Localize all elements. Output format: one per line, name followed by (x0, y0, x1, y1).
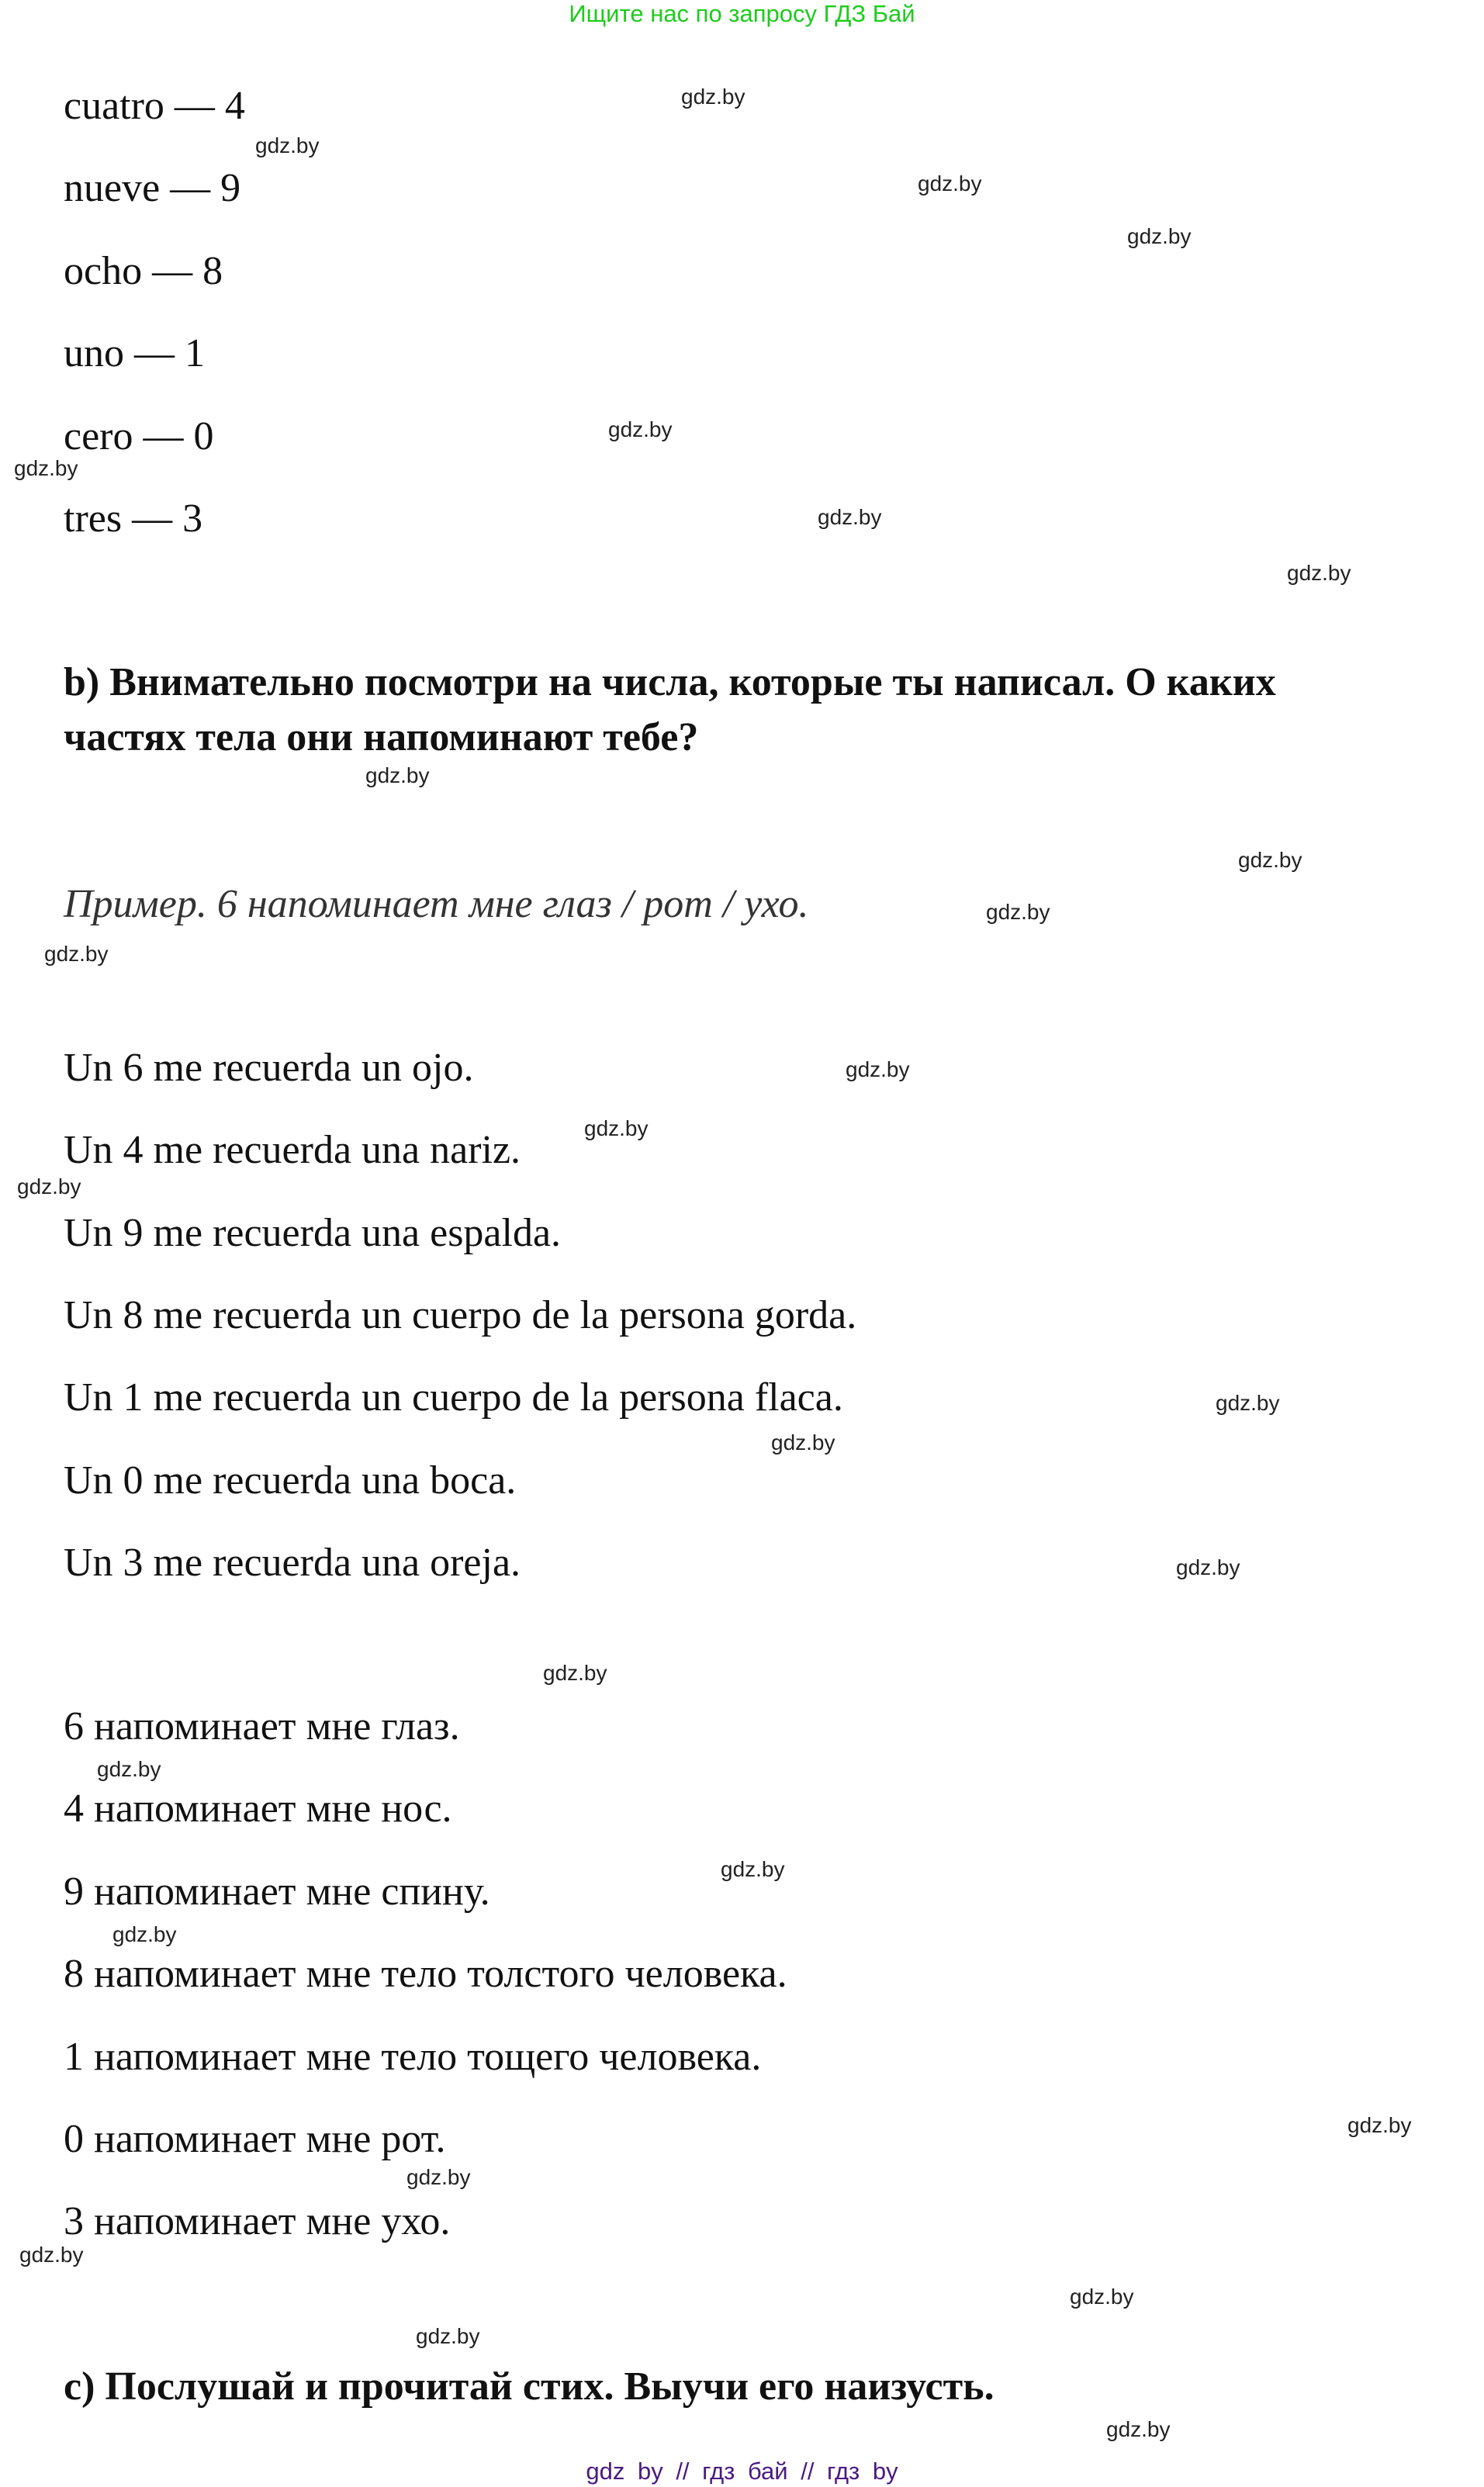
spanish-answer: Un 3 me recuerda una oreja. (64, 1541, 521, 1585)
watermark: gdz.by (1176, 1555, 1240, 1579)
spanish-answer: Un 4 me recuerda una nariz. (64, 1128, 521, 1172)
watermark: gdz.by (97, 1757, 161, 1781)
watermark: gdz.by (1127, 224, 1192, 248)
watermark: gdz.by (1238, 848, 1302, 872)
spanish-answer: Un 6 me recuerda un ojo. (64, 1046, 474, 1090)
watermark: gdz.by (1287, 561, 1351, 585)
number-line: ocho — 8 (64, 249, 223, 293)
watermark: gdz.by (918, 171, 982, 195)
watermark: gdz.by (1347, 2113, 1412, 2137)
watermark: gdz.by (846, 1057, 910, 1081)
task-b-heading-line2: частях тела они напоминают тебе? (64, 715, 699, 759)
watermark: gdz.by (986, 900, 1050, 924)
watermark: gdz.by (255, 133, 320, 157)
russian-answer: 3 напоминает мне ухо. (64, 2199, 451, 2243)
watermark: gdz.by (1070, 2285, 1134, 2309)
task-b-heading-line1: b) Внимательно посмотри на числа, которые ты написал. О каких (64, 660, 1276, 704)
spanish-answer: Un 9 me recuerda una espalda. (64, 1211, 562, 1255)
number-line: cero — 0 (64, 414, 214, 458)
number-line: nueve — 9 (64, 166, 241, 210)
russian-answer: 8 напоминает мне тело толстого человека. (64, 1952, 787, 1996)
number-line: cuatro — 4 (64, 84, 245, 128)
spanish-answer: Un 8 me recuerda un cuerpo de la persona gorda. (64, 1293, 857, 1337)
site-footer: gdz by // гдз бай // гдз by (586, 2458, 898, 2485)
watermark: gdz.by (608, 417, 673, 441)
russian-answer: 1 напоминает мне тело тощего человека. (64, 2035, 762, 2079)
watermark: gdz.by (681, 85, 745, 109)
task-c-heading: c) Послушай и прочитай стих. Выучи его наизусть. (64, 2364, 995, 2409)
russian-answer: 9 напоминает мне спину. (64, 1870, 490, 1914)
watermark: gdz.by (17, 1174, 81, 1199)
search-hint-banner: Ищите нас по запросу ГДЗ Бай (569, 0, 915, 27)
watermark: gdz.by (14, 456, 78, 480)
number-line: uno — 1 (64, 331, 205, 375)
watermark: gdz.by (818, 505, 882, 529)
watermark: gdz.by (1106, 2417, 1171, 2441)
spanish-answer: Un 1 me recuerda un cuerpo de la persona flaca. (64, 1375, 843, 1420)
watermark: gdz.by (406, 2165, 471, 2189)
watermark: gdz.by (365, 763, 430, 787)
task-b-example: Пример. 6 напоминает мне глаз / рот / ухо. (64, 882, 809, 926)
watermark: gdz.by (416, 2324, 480, 2348)
watermark: gdz.by (721, 1857, 785, 1881)
russian-answer: 0 напоминает мне рот. (64, 2117, 446, 2161)
watermark: gdz.by (19, 2243, 84, 2267)
watermark: gdz.by (584, 1116, 649, 1140)
russian-answer: 6 напоминает мне глаз. (64, 1704, 460, 1749)
watermark: gdz.by (771, 1430, 835, 1454)
watermark: gdz.by (44, 942, 109, 966)
russian-answer: 4 напоминает мне нос. (64, 1787, 452, 1831)
watermark: gdz.by (112, 1922, 177, 1946)
watermark: gdz.by (543, 1661, 607, 1685)
watermark: gdz.by (1216, 1391, 1280, 1415)
spanish-answer: Un 0 me recuerda una boca. (64, 1458, 517, 1503)
number-line: tres — 3 (64, 496, 203, 541)
